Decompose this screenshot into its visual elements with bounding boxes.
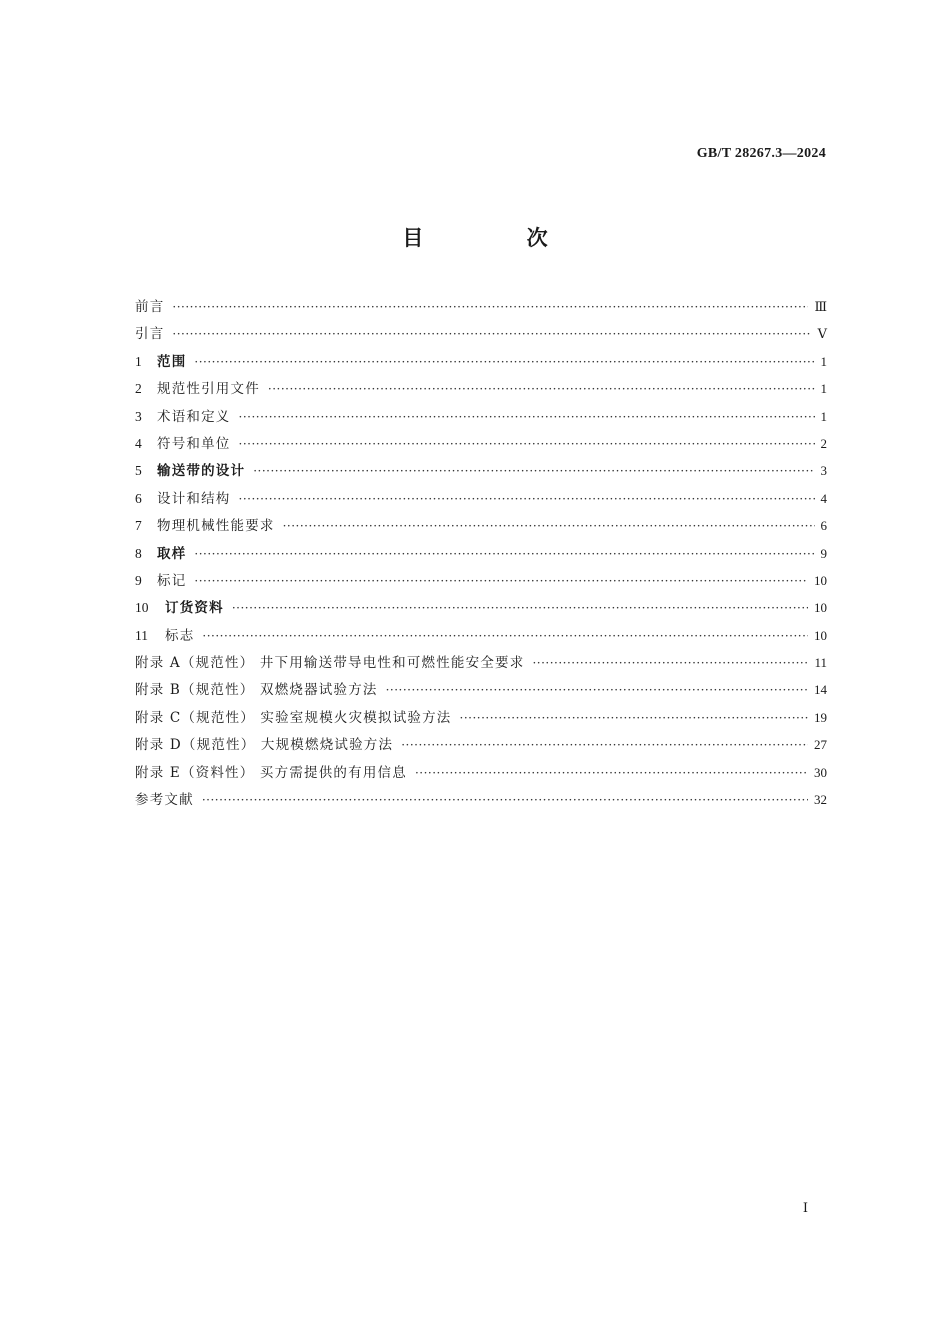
toc-entry-introduction[interactable]: [135, 320, 827, 347]
toc-leader-dots: [172, 321, 811, 348]
toc-leader-dots: [532, 650, 808, 677]
toc-leader-dots: [253, 458, 814, 485]
toc-entry-section-7[interactable]: [135, 512, 827, 539]
toc-entry-text: 标记: [157, 572, 187, 589]
toc-leader-dots: [239, 431, 815, 458]
toc-entry-number: 5: [135, 463, 142, 479]
toc-entry-page: 6: [820, 518, 827, 534]
toc-entry-page: 1: [820, 353, 827, 369]
toc-entry-section-5[interactable]: [135, 457, 827, 484]
standard-code: GB/T 28267.3—2024: [696, 146, 826, 161]
toc-entry-page: 30: [814, 764, 827, 780]
toc-entry-number: 10: [135, 600, 149, 616]
toc-entry-page: 14: [814, 682, 827, 698]
toc-entry-annex-b[interactable]: [135, 676, 827, 703]
toc-entry-page: 10: [814, 572, 827, 588]
toc-leader-dots: [239, 486, 815, 513]
toc-entry-page: 10: [814, 627, 827, 643]
toc-leader-dots: [401, 732, 808, 759]
toc-entry-annex-a[interactable]: [135, 649, 827, 676]
toc-entry-number: 2: [135, 381, 142, 397]
toc-leader-dots: [202, 787, 808, 814]
toc-entry-text: 物理机械性能要求: [157, 518, 275, 535]
toc-entry-page: Ⅴ: [817, 326, 827, 342]
toc-entry-number: 4: [135, 435, 142, 451]
table-of-contents: [135, 293, 827, 813]
toc-leader-dots: [232, 595, 808, 622]
toc-entry-text: 附录 A（规范性） 井下用输送带导电性和可燃性能安全要求: [135, 655, 525, 672]
page-title: 目 次: [402, 226, 596, 250]
toc-entry-section-8[interactable]: [135, 540, 827, 567]
toc-entry-text: 参考文献: [135, 792, 194, 809]
toc-entry-number: 1: [135, 353, 142, 369]
toc-entry-number: 6: [135, 490, 142, 506]
toc-entry-page: 3: [820, 463, 827, 479]
toc-entry-section-2[interactable]: [135, 375, 827, 402]
toc-entry-number: 11: [135, 627, 148, 643]
toc-entry-page: 2: [820, 435, 827, 451]
toc-entry-foreword[interactable]: [135, 293, 827, 320]
toc-entry-page: 1: [820, 408, 827, 424]
toc-entry-page: 1: [820, 381, 827, 397]
toc-entry-text: 引言: [135, 326, 165, 343]
toc-entry-section-4[interactable]: [135, 430, 827, 457]
toc-entry-text: 输送带的设计: [157, 463, 246, 480]
toc-entry-number: 9: [135, 572, 142, 588]
toc-entry-section-1[interactable]: [135, 348, 827, 375]
toc-entry-number: 7: [135, 518, 142, 534]
toc-entry-annex-d[interactable]: [135, 731, 827, 758]
toc-entry-text: 规范性引用文件: [157, 381, 260, 398]
toc-leader-dots: [194, 541, 814, 568]
toc-entry-annex-c[interactable]: [135, 704, 827, 731]
toc-entry-text: 前言: [135, 299, 165, 315]
toc-leader-dots: [386, 677, 808, 704]
toc-leader-dots: [268, 376, 815, 403]
toc-entry-text: 符号和单位: [157, 435, 231, 452]
page-number: Ⅰ: [802, 1200, 808, 1215]
toc-entry-text: 附录 D（规范性） 大规模燃烧试验方法: [135, 737, 394, 754]
toc-entry-section-6[interactable]: [135, 485, 827, 512]
toc-entry-text: 附录 C（规范性） 实验室规模火灾模拟试验方法: [135, 709, 452, 726]
toc-entry-section-11[interactable]: [135, 622, 827, 649]
toc-leader-dots: [202, 623, 808, 650]
toc-entry-page: Ⅲ: [814, 299, 827, 314]
toc-entry-text: 附录 E（资料性） 买方需提供的有用信息: [135, 764, 407, 781]
toc-leader-dots: [194, 349, 814, 376]
toc-entry-page: 11: [814, 655, 827, 671]
toc-entry-annex-e[interactable]: [135, 759, 827, 786]
toc-entry-section-9[interactable]: [135, 567, 827, 594]
toc-entry-references[interactable]: [135, 786, 827, 813]
toc-entry-text: 范围: [157, 353, 187, 370]
toc-entry-page: 9: [820, 545, 827, 561]
toc-leader-dots: [194, 568, 808, 595]
toc-leader-dots: [460, 705, 808, 732]
toc-entry-text: 术语和定义: [157, 408, 231, 425]
toc-entry-page: 19: [814, 709, 827, 725]
toc-entry-number: 8: [135, 545, 142, 561]
toc-entry-page: 32: [814, 792, 827, 808]
toc-leader-dots: [239, 404, 815, 431]
toc-entry-text: 取样: [157, 545, 187, 562]
toc-entry-section-10[interactable]: [135, 594, 827, 621]
toc-entry-number: 3: [135, 408, 142, 424]
toc-entry-text: 标志: [165, 627, 195, 644]
toc-entry-text: 订货资料: [165, 600, 224, 617]
toc-entry-text: 附录 B（规范性） 双燃烧器试验方法: [135, 682, 378, 699]
toc-leader-dots: [283, 513, 815, 540]
toc-entry-page: 4: [820, 490, 827, 506]
toc-leader-dots: [172, 294, 808, 321]
toc-entry-page: 27: [814, 737, 827, 753]
toc-entry-page: 10: [814, 600, 827, 616]
toc-entry-section-3[interactable]: [135, 403, 827, 430]
toc-leader-dots: [415, 760, 808, 787]
toc-entry-text: 设计和结构: [157, 490, 231, 507]
